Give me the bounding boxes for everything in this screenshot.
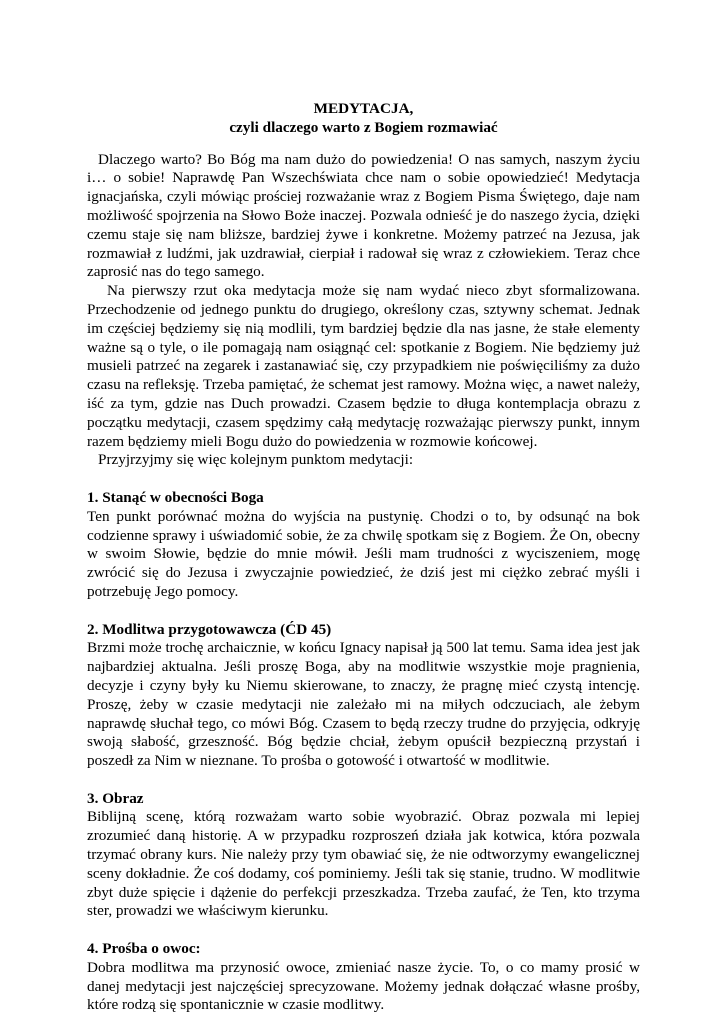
document-subtitle: czyli dlaczego warto z Bogiem rozmawiać xyxy=(229,118,498,136)
document-title: MEDYTACJA, xyxy=(313,100,414,117)
section-heading-2: 2. Modlitwa przygotowawcza (ĆD 45) xyxy=(87,620,332,638)
section-spacer xyxy=(87,771,640,790)
section-heading-3: 3. Obraz xyxy=(87,789,144,807)
document-page xyxy=(87,100,640,1015)
intro-paragraph-2: Na pierwszy rzut oka medytacja może się nam wydać nieco zbyt sformalizowana. Przechodzenie od jednego punktu do drugiego, określony czas, sztywny schemat. Jednak im częściej będziemy się nią modlili, tym bardziej będzie dla nas jasne, że stałe elementy ważne są o tyle, o ile pomagają nam osiągnąć cel: spotkanie z Bogiem. Nie będziemy już musieli patrzeć na zegarek i zastanawiać się, czy przypadkiem nie poświęciliśmy za dużo czasu na refleksję. Trzeba pamiętać, że schemat jest ramowy. Można więc, a nawet należy, iść za tym, gdzie nas Duch prowadzi. Czasem będzie to długa kontemplacja obrazu z początku medytacji, czasem spędzimy całą medytację rozważając pierwszy punkt, innym razem będziemy mieli Bogu dużo do powiedzenia w rozmowie końcowej. xyxy=(87,282,640,450)
section-body-3: Biblijną scenę, którą rozważam warto sobie wyobrazić. Obraz pozwala mi lepiej zrozumieć daną historię. A w przypadku rozproszeń działa jak kotwica, która pozwala trzymać obrany kurs. Nie należy przy tym obawiać się, że nie odtworzymy ewangelicznej sceny dokładnie. Że coś dodamy, coś pominiemy. Jeśli tak się stanie, trudno. W modlitwie zbyt duże spięcie i dążenie do perfekcji przeszkadza. Trzeba zaufać, że Ten, kto trzyma ster, prowadzi we właściwym kierunku. xyxy=(87,808,640,920)
intro-paragraph-3: Przyjrzyjmy się więc kolejnym punktom medytacji: xyxy=(98,451,414,469)
section-spacer xyxy=(87,921,640,940)
section-body-4: Dobra modlitwa ma przynosić owoce, zmieniać nasze życie. To, o co mamy prosić w danej medytacji jest najczęściej sprecyzowane. Możemy jednak dołączać własne prośby, które rodzą się spontanicznie w czasie modlitwy. xyxy=(87,958,640,1014)
section-spacer xyxy=(87,470,640,489)
section-spacer xyxy=(87,602,640,621)
section-heading-4: 4. Prośba o owoc: xyxy=(87,940,201,958)
intro-paragraph-1: Dlaczego warto? Bo Bóg ma nam dużo do powiedzenia! O nas samych, naszym życiu i… o sobie! Naprawdę Pan Wszechświata chce nam o sobie opowiedzieć! Medytacja ignacjańska, czyli mówiąc prościej rozważanie wraz z Bogiem Pisma Świętego, daje nam możliwość spojrzenia na Słowo Boże inaczej. Pozwala odnieść je do naszego życia, dzięki czemu staje się nam bliższe, bardziej żywe i konkretne. Możemy patrzeć na Jezusa, jak rozmawiał z ludźmi, jak uzdrawiał, cierpiał i radował się wraz z człowiekiem. Teraz chce zaprosić nas do tego samego. xyxy=(87,150,640,281)
section-body-1: Ten punkt porównać można do wyjścia na pustynię. Chodzi o to, by odsunąć na bok codzienne sprawy i uświadomić sobie, że za chwilę spotkam się z Bogiem. Że On, obecny w swoim Słowie, będzie do mnie mówił. Jeśli mam trudności z wyciszeniem, mogę zwrócić się do Jezusa i zwyczajnie powiedzieć, że dziś jest mi ciężko zebrać myśli i potrzebuję Jego pomocy. xyxy=(87,507,640,600)
section-body-2: Brzmi może trochę archaicznie, w końcu Ignacy napisał ją 500 lat temu. Sama idea jest jak najbardziej aktualna. Jeśli proszę Boga, aby na modlitwie wszystkie moje pragnienia, decyzje i czyny były ku Niemu skierowane, to znaczy, że pragnę mieć czystą intencję. Proszę, żeby w czasie medytacji nie zależało mi na miłych odczuciach, ale żebym naprawdę słuchał tego, co mówi Bóg. Czasem to będą rzeczy trudne do przyjęcia, odkryję swoją słabość, grzeszność. Bóg będzie chciał, żebym opuścił bezpieczną przystań i poszedł za Nim w nieznane. To prośba o gotowość i otwartość w modlitwie. xyxy=(87,639,640,770)
section-heading-1: 1. Stanąć w obecności Boga xyxy=(87,488,264,506)
